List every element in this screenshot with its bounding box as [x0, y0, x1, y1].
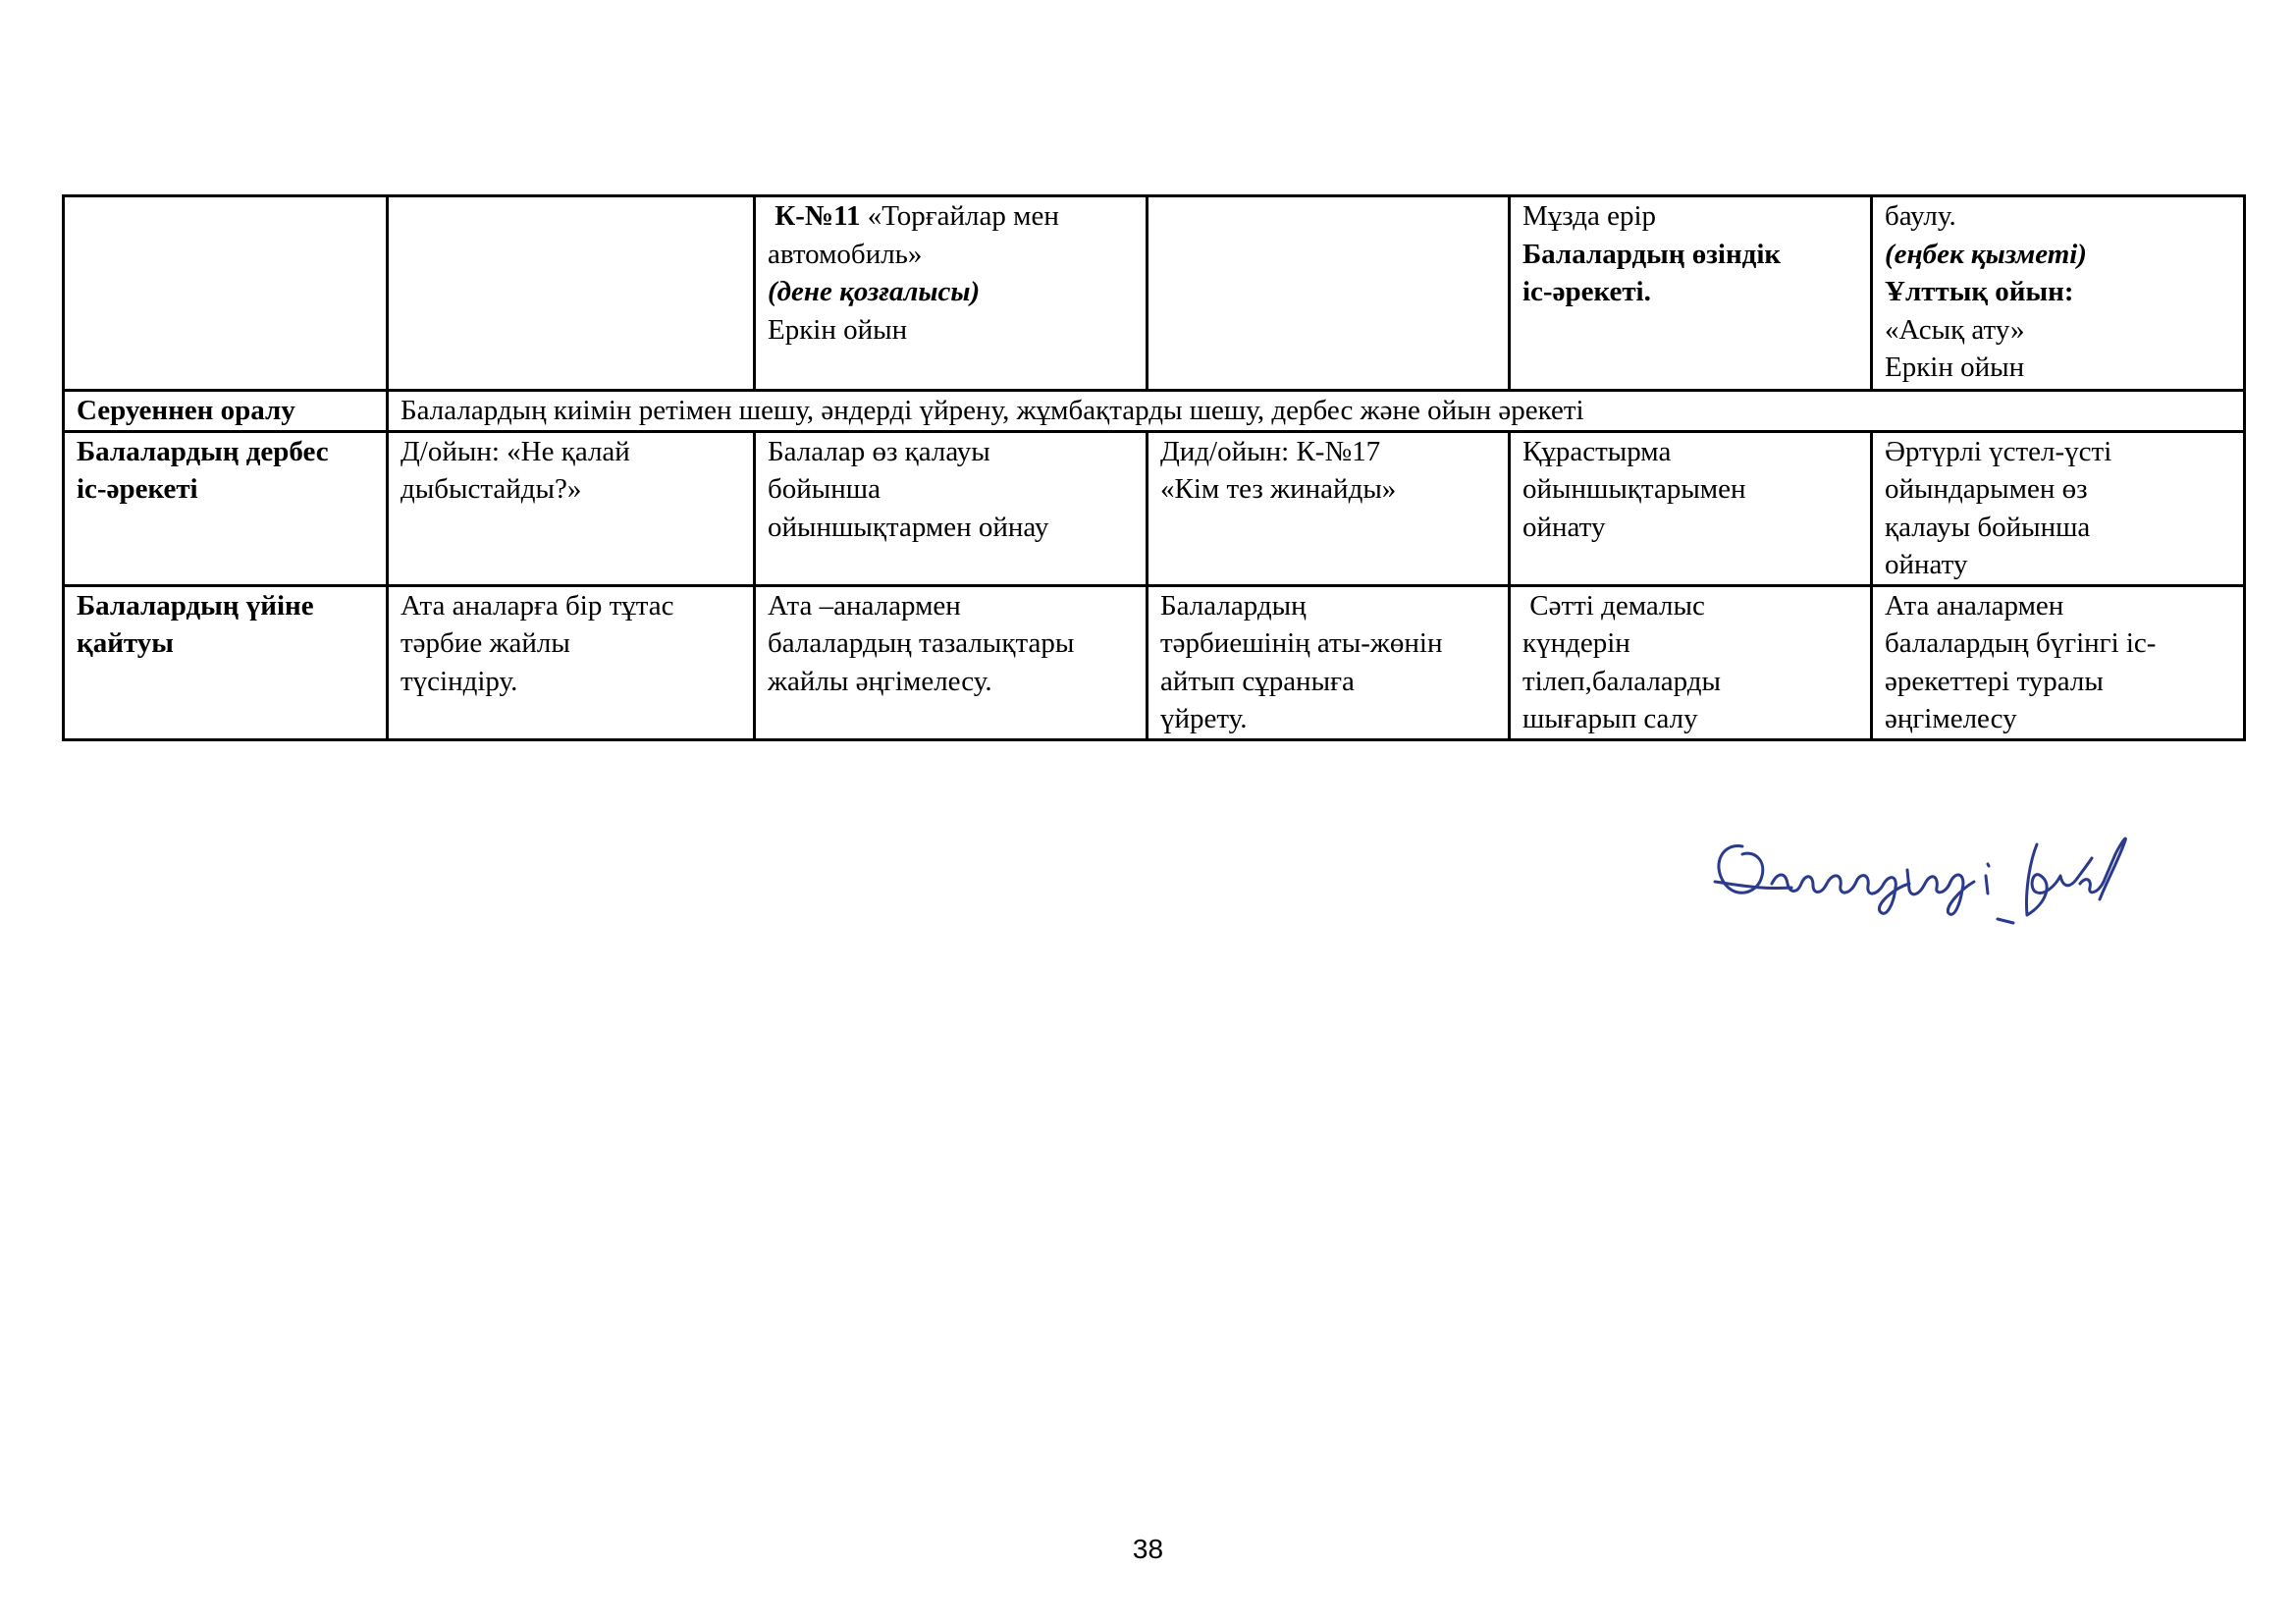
cell-line: ойындарымен өз [1885, 473, 2088, 505]
cell-line: әрекеттері туралы [1885, 665, 2104, 697]
cell-line: Ата аналарға бір тұтас [400, 589, 674, 622]
table-row [64, 585, 2245, 739]
row1-label-cell [64, 196, 388, 391]
row4-col3-cell [755, 585, 1148, 739]
cell-line: Ата –аналармен [768, 589, 961, 622]
row2-content-cell: Балалардың киімін ретімен шешу, әндерді үйрену, жұмбақтарды шешу, дербес және ойын әрекеті [388, 391, 2245, 432]
row1-col5-line1: Мұзда ерір [1522, 200, 1657, 232]
row4-col5-cell [1510, 585, 1872, 739]
table-row [64, 196, 2245, 391]
cell-line: қалауы бойынша [1885, 511, 2091, 543]
cell-line: балалардың бүгінгі іс- [1885, 627, 2157, 659]
table-row [64, 391, 2245, 432]
row4-col2-cell [388, 585, 755, 739]
cell-line: тәрбиешінің аты-жөнін [1160, 627, 1443, 659]
cell-line: Балалар өз қалауы [768, 435, 990, 467]
cell-line: «Кім тез жинайды» [1160, 473, 1397, 505]
cell-line: үйрету. [1160, 703, 1248, 734]
row3-col4-cell [1148, 431, 1510, 585]
row1-col5-cell [1510, 196, 1872, 391]
cell-line: балалардың тазалықтары [768, 627, 1075, 659]
cell-line: Әртүрлі үстел-үсті [1885, 435, 2112, 467]
cell-line: ойнату [1885, 549, 1968, 580]
row4-label-line2: қайтуы [77, 627, 174, 659]
cell-line: тәрбие жайлы [400, 627, 570, 659]
row3-label-cell [64, 431, 388, 585]
cell-line: Ата аналармен [1885, 589, 2064, 622]
game-title-part2: автомобиль» [768, 238, 923, 270]
row4-col6-cell [1872, 585, 2245, 739]
row3-col3-cell [755, 431, 1148, 585]
row3-label-line1: Балалардың дербес [77, 435, 329, 467]
game-title-part1: «Торғайлар мен [867, 200, 1059, 232]
cell-line: айтып сұранығa [1160, 665, 1355, 697]
page-number: 38 [1132, 1534, 1164, 1564]
row4-col4-cell [1148, 585, 1510, 739]
cell-line: дыбыстайды?» [400, 473, 582, 505]
cell-line: бойынша [768, 473, 881, 505]
cell-line: Дид/ойын: К-№17 [1160, 435, 1381, 467]
row1-col6-line4: «Асық ату» [1885, 313, 2025, 346]
row4-label-cell [64, 585, 388, 739]
row1-col5-line2: Балалардың өзіндік [1522, 238, 1782, 270]
cell-line: ойнату [1522, 511, 1606, 543]
table-row [64, 431, 2245, 585]
cell-line: жайлы әңгімелесу. [768, 665, 992, 697]
row1-col6-line2: (еңбек қызметі) [1885, 238, 2087, 270]
cell-line: тілеп,балаларды [1522, 665, 1722, 697]
row4-label-line1: Балалардың үйіне [77, 589, 314, 622]
row1-col6-cell [1872, 196, 2245, 391]
row1-col6-line3: Ұлттық ойын: [1885, 276, 2074, 307]
cell-line: Д/ойын: «Не қалай [400, 435, 630, 467]
row3-col6-cell [1872, 431, 2245, 585]
cell-line: Сәтті демалыс [1522, 589, 1705, 622]
row3-label-line2: іс-әрекеті [77, 473, 198, 505]
cell-line: күндерін [1522, 627, 1630, 659]
cell-line: әңгімелесу [1885, 703, 2017, 734]
game-type: (дене қозғалысы) [768, 276, 981, 307]
cell-line: Құрастырма [1522, 435, 1672, 467]
game-code: К-№11 [774, 200, 861, 232]
row1-col6-line1: баулу. [1885, 200, 1956, 232]
signature-strokes [1715, 839, 2125, 923]
row2-label-cell: Серуеннен оралу [64, 391, 388, 432]
row1-col3-cell [755, 196, 1148, 391]
cell-line: түсіндіру. [400, 665, 518, 697]
row1-col2-cell [388, 196, 755, 391]
row1-col5-line3: іс-әрекеті. [1522, 276, 1651, 307]
row3-col2-cell [388, 431, 755, 585]
row1-col4-cell [1148, 196, 1510, 391]
cell-line: ойыншықтармен ойнау [768, 511, 1049, 543]
free-play-text: Еркін ойын [768, 313, 908, 346]
row3-col5-cell [1510, 431, 1872, 585]
handwritten-signature [1703, 825, 2214, 938]
cell-line: ойыншықтарымен [1522, 473, 1746, 505]
row1-col6-line5: Еркін ойын [1885, 352, 2025, 383]
cell-line: шығарып салу [1522, 703, 1698, 734]
daily-plan-table [62, 194, 2246, 741]
cell-line: Балалардың [1160, 589, 1307, 622]
